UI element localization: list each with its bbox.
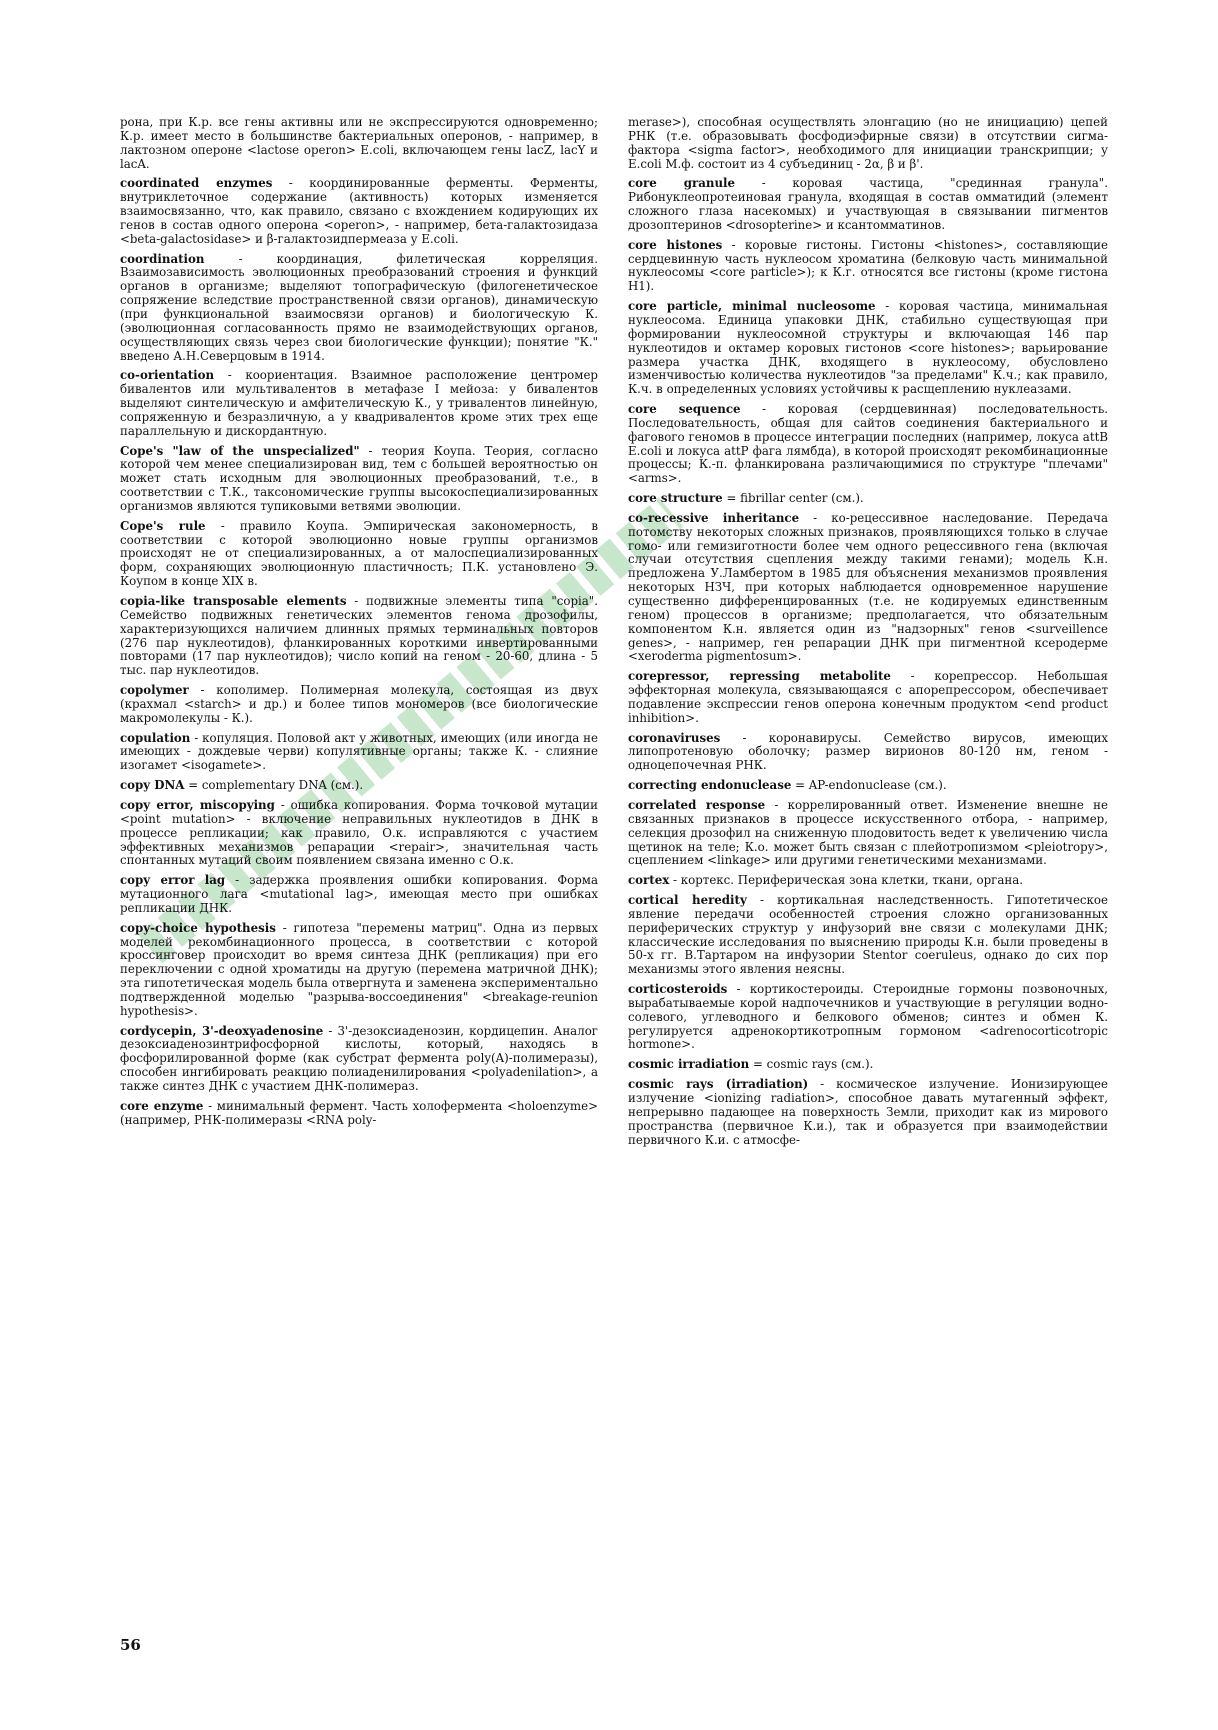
entry-separator: - bbox=[727, 982, 750, 997]
entry-term: Cope's "law of the unspecialized" bbox=[120, 443, 360, 458]
entry-definition: коориентация. Взаимное расположение центромер бивалентов или мультивалентов в метафазе I мейоза: у бивалентов выделяют синтелическую и амфителическую К., у тривалентов линейную, сопряженную и безразличную, а у квадривалентов кроме этих трех еще параллельную и дискордантную. bbox=[120, 368, 598, 438]
entry-term: copy DNA bbox=[120, 778, 185, 793]
entry-term: correcting endonuclease bbox=[628, 778, 792, 793]
dictionary-entry bbox=[628, 894, 1108, 977]
dictionary-entry bbox=[628, 874, 1108, 888]
entry-separator: - bbox=[205, 518, 240, 533]
dictionary-entry bbox=[120, 799, 598, 868]
entry-term: core structure bbox=[628, 491, 723, 506]
entry-definition: кополимер. Полимерная молекула, состоящая из двух (крахмал <starch> и др.) и более типов мономеров (все биологические макромолекулы - К.). bbox=[120, 683, 598, 725]
entry-definition: гипотеза "перемены матриц". Одна из первых моделей рекомбинационного процесса, в соответствии с которой кроссинговер происходит во время синтеза ДНК (репликация) при его переключении с одной хроматиды на другую (перемена матричной ДНК); эта гипотетическая модель была отвергнута и заменена экспериментально подтвержденной моделью "разрыва-воссоединения" <breakage-reunion hypothesis>. bbox=[120, 920, 598, 1018]
continued-text: merase>), способная осуществлять элонгацию (но не инициацию) цепей РНК (т.е. образовывать фосфодиэфирные связи) в отсутствии сигма-фактора <sigma factor>, необходимого для инициации транскрипции; у E.coli М.ф. состоит из 4 субъединиц - 2α, β и β'. bbox=[628, 115, 1108, 171]
entry-separator: - bbox=[272, 176, 310, 191]
page-number: 56 bbox=[120, 1636, 141, 1654]
entry-term: copia-like transposable elements bbox=[120, 594, 347, 608]
entry-definition: = cosmic rays (см.). bbox=[753, 1057, 874, 1072]
entry-term: co-recessive inheritance bbox=[628, 510, 800, 525]
dictionary-entry bbox=[120, 595, 598, 678]
entry-definition: кортекс. Периферическая зона клетки, ткани, органа. bbox=[680, 873, 1024, 888]
entry-definition: задержка проявления ошибки копирования. Форма мутационного лага <mutational lag>, имеющая место при ошибках репликации ДНК. bbox=[120, 873, 598, 915]
entry-separator: - bbox=[799, 510, 832, 525]
entry-term: cortex bbox=[628, 873, 670, 888]
entry-separator: - bbox=[746, 893, 778, 908]
entry-definition: минимальный фермент. Часть холофермента <holoenzyme> (например, РНК-полимеразы <RNA poly- bbox=[120, 1098, 598, 1127]
entry-definition: коровая частица, минимальная нуклеосома. Единица упаковки ДНК, стабильно существующая при формировании нуклеосомной структуры и включающая 146 пар нуклеотидов и октамер коровых гистонов <core histones>; варьирование размера участка ДНК, входящего в нуклеосому, обусловлено изменчивостью количества нуклеотидов "за пределами" К.ч.; как правило, К.ч. в определенных условиях устойчивы к расщеплению нуклеазами. bbox=[628, 299, 1108, 397]
entry-term: core enzyme bbox=[120, 1098, 204, 1113]
entry-definition: кортикальная наследственность. Гипотетическое явление передачи особенностей строения сложно организованных периферических структур у инфузорий вне связи с молекулами ДНК; классические исследования по выяснению природы К.н. были проведены в 50-х гг. В.Тартаром на инфузории Stentor coeruleus, однако до сих пор механизмы этого явления неясны. bbox=[628, 893, 1108, 977]
dictionary-entry bbox=[120, 684, 598, 726]
entry-definition: координированные ферменты. Ферменты, внутриклеточное содержание (активность) которых изменяется взаимосвязанно, что, как правило, связано с вхождением кодирующих их генов в состав одного оперона <operon>, - например, бета-галактозидаза <beta-galactosidase> и β-галактозидпермеаза у E.coli. bbox=[120, 176, 598, 246]
entry-separator: - bbox=[274, 797, 291, 812]
entry-separator: - bbox=[346, 594, 366, 608]
entry-list bbox=[628, 177, 1108, 1147]
dictionary-entry bbox=[120, 922, 598, 1019]
entry-definition: коровая (сердцевинная) последовательность. Последовательность, общая для сайтов соединения бактериального и фагового геномов в процессе интеграции последних (например, локуса attB E.coli и локуса attP фага лямбда), в которой происходят рекомбинационные процессы; К.-п. фланкирована различающимися по структуре "плечами" <arms>. bbox=[628, 402, 1108, 486]
dictionary-entry bbox=[120, 1025, 598, 1094]
entry-term: copy error, miscopying bbox=[120, 797, 275, 812]
entry-separator: - bbox=[203, 1098, 217, 1113]
entry-term: core granule bbox=[628, 176, 736, 191]
entry-definition: ко-рецессивное наследование. Передача потомству некоторых сложных признаков, проявляющихся только в случае гомо- или гемизиготности более чем одного рецессивного гена (включая случаи отсутствия сцепления между такими генами); модель К.н. предложена У.Ламбертом в 1985 для объяснения механизмов проявления некоторых НЗЧ, при которых наблюдается одновременное нарушение существенно дифференцированных (т.е. не кодируемых единственным геном) процессов в организме; предполагается, что обязательным компонентом К.н. является один из "надзорных" генов <surveillence genes>, - например, ген репарации ДНК при пигментной ксеродерме <xeroderma pigmentosum>. bbox=[628, 510, 1108, 664]
entry-term: cortical heredity bbox=[628, 893, 747, 908]
dictionary-entry bbox=[628, 983, 1108, 1052]
entry-separator: - bbox=[875, 299, 899, 314]
entry-definition: = fibrillar center (см.). bbox=[726, 491, 864, 506]
entry-definition: правило Коупа. Эмпирическая закономерность, в соответствии с которой эволюционно новые группы организмов происходят не от специализированных, а от малоспециализированных форм, сохраняющих эволюционную пластичность; П.К. установлено Э. Коупом в конце XIX в. bbox=[120, 518, 598, 589]
entry-separator: - bbox=[323, 1023, 338, 1038]
entry-separator: - bbox=[204, 251, 277, 266]
entry-term: cosmic rays (irradiation) bbox=[628, 1077, 809, 1092]
entry-definition: ошибка копирования. Форма точковой мутации <point mutation> - включение неправильных нуклеотидов в ДНК в процессе репликации; как правило, О.к. исправляются с участием эффективных механизмов репарации <repair>, значительная часть спонтанных мутаций своим появлением связана именно с О.к. bbox=[120, 797, 598, 868]
left-column bbox=[120, 116, 598, 1134]
dictionary-entry bbox=[120, 874, 598, 916]
dictionary-entry bbox=[628, 732, 1108, 774]
entry-separator: - bbox=[890, 669, 935, 684]
entry-separator: - bbox=[214, 368, 246, 383]
dictionary-entry bbox=[628, 779, 1108, 793]
entry-term: cordycepin, 3'-deoxyadenosine bbox=[120, 1023, 324, 1038]
entry-definition: космическое излучение. Ионизирующее излучение <ionizing radiation>, способное давать мутагенный эффект, непрерывно падающее на поверхность Земли, приходит как из мирового пространства (первичное К.и.), так и образуется при взаимодействии первичного К.и. с атмосфе- bbox=[628, 1077, 1108, 1147]
entry-separator: - bbox=[735, 176, 793, 191]
entry-definition: = AP-endonuclease (см.). bbox=[795, 778, 947, 793]
dictionary-entry bbox=[120, 253, 598, 364]
dictionary-entry bbox=[628, 1058, 1108, 1072]
entry-definition: коронавирусы. Семейство вирусов, имеющих липопротеновую оболочку; размер вирионов 80-120 нм, геном - одноцепочечная РНК. bbox=[628, 730, 1108, 773]
entry-separator: - bbox=[359, 443, 382, 458]
entry-separator: - bbox=[669, 873, 681, 888]
entry-separator: - bbox=[765, 797, 788, 812]
continued-text: рона, при К.р. все гены активны или не экспрессируются одновременно; К.р. имеет место в большинстве бактериальных оперонов, - например, в лактозном опероне <lactose operon> E.coli, включающем гены lacZ, lacY и lacA. bbox=[120, 115, 598, 171]
entry-term: coordinated enzymes bbox=[120, 176, 273, 191]
entry-definition: координация, филетическая корреляция. Взаимозависимость эволюционных преобразований строения и функций органов в организме; выделяют топографическую (филогенетическое сопряжение вследствие пространственной связи органов), динамическую (при функциональной взаимосвязи органов) и биологическую К. (эволюционная согласованность прямо не взаимодействующих органов, осуществляющих связь через свои биологические функции); понятие "К." введено А.Н.Северцовым в 1914. bbox=[120, 251, 598, 363]
entry-term: copy-choice hypothesis bbox=[120, 920, 276, 935]
entry-separator: - bbox=[722, 237, 745, 252]
dictionary-entry bbox=[628, 492, 1108, 506]
dictionary-entry bbox=[628, 239, 1108, 294]
right-column bbox=[628, 116, 1108, 1153]
entry-term: co-orientation bbox=[120, 368, 215, 383]
entry-definition: подвижные элементы типа "copia". Семейство подвижных генетических элементов генома дрозофилы, характеризующихся наличием длинных прямых терминальных повторов (276 пар нуклеотидов), фланкированных короткими инвертированными повторами (17 пар нуклеотидов); число копий на геном - 20-60, длина - 5 тыс. пар нуклеотидов. bbox=[120, 594, 598, 678]
entry-definition: корепрессор. Небольшая эффекторная молекула, связывающаяся с апорепрессором, обеспечивает подавление экспрессии генов оперона конечным продуктом <end product inhibition>. bbox=[628, 669, 1108, 725]
dictionary-entry bbox=[628, 799, 1108, 868]
entry-term: copy error lag bbox=[120, 873, 226, 888]
dictionary-entry bbox=[120, 1100, 598, 1128]
entry-separator: - bbox=[740, 402, 788, 417]
dictionary-entry bbox=[120, 779, 598, 793]
entry-definition: коровые гистоны. Гистоны <histones>, составляющие сердцевинную часть нуклеосом хроматина (белковую часть минимальной нуклеосомы <core particle>); к К.г. относятся все гистоны (кроме гистона Н1). bbox=[628, 237, 1108, 294]
dictionary-entry bbox=[628, 177, 1108, 232]
dictionary-entry bbox=[120, 520, 598, 589]
entry-term: corepressor, repressing metabolite bbox=[628, 669, 891, 684]
entry-term: coronaviruses bbox=[628, 730, 721, 745]
entry-term: Cope's rule bbox=[120, 518, 206, 533]
entry-definition: коровая частица, "срединная гранула". Рибонуклеопротеиновая гранула, входящая в состав омматидий (элемент сложного глаза насекомых) и участвующая в связывании пигментов дрозоптеринов <drosopterine> и ксантомматинов. bbox=[628, 176, 1108, 232]
entry-term: core particle, minimal nucleosome bbox=[628, 299, 876, 314]
dictionary-entry bbox=[628, 670, 1108, 725]
entry-definition: коррелированный ответ. Изменение внешне не связанных признаков в процессе искусственного отбора, - например, селекция дрозофил на сниженную плодовитость ведет к увеличению числа щетинок на теле; К.о. может быть связан с плейотропизмом <pleiotropy>, сцеплением <linkage> или другими генетическими механизмами. bbox=[628, 797, 1108, 868]
dictionary-entry bbox=[120, 369, 598, 438]
entry-separator: - bbox=[188, 683, 217, 698]
entry-term: copulation bbox=[120, 730, 191, 745]
entry-definition: копуляция. Половой акт у животных, имеющих (или иногда не имеющих - дождевые черви) копулятивные органы; также К. - слияние изогамет <isogamete>. bbox=[120, 730, 598, 773]
dictionary-entry bbox=[120, 177, 598, 246]
entry-definition: кортикостероиды. Стероидные гормоны позвоночных, вырабатываемые корой надпочечников и участвующие в регуляции водно-солевого, углеводного и белкового обменов; синтез и обмен К. регулируется адренокортикотропным гормоном <adrenocorticotropic hormone>. bbox=[628, 982, 1108, 1052]
entry-definition: теория Коупа. Теория, согласно которой чем менее специализирован вид, тем с большей вероятностью он может стать исходным для эволюционных преобразований, т.е., в соответствии с Т.К., таксономические группы высокоспециализированных организмов являются тупиковыми ветвями эволюции. bbox=[120, 443, 598, 513]
entry-separator: - bbox=[190, 730, 203, 745]
entry-term: core sequence bbox=[628, 402, 741, 417]
dictionary-entry bbox=[628, 1078, 1108, 1147]
entry-separator: - bbox=[225, 873, 250, 888]
dictionary-entry bbox=[628, 300, 1108, 397]
entry-definition: = complementary DNA (см.). bbox=[188, 778, 364, 793]
entry-term: corticosteroids bbox=[628, 982, 728, 997]
dictionary-entry bbox=[628, 403, 1108, 486]
entry-list bbox=[120, 177, 598, 1127]
entry-separator: - bbox=[808, 1077, 837, 1092]
dictionary-entry bbox=[628, 512, 1108, 664]
entry-term: correlated response bbox=[628, 797, 766, 812]
dictionary-entry bbox=[120, 445, 598, 514]
dictionary-entry bbox=[120, 732, 598, 774]
entry-term: cosmic irradiation bbox=[628, 1057, 750, 1072]
entry-term: core histones bbox=[628, 237, 723, 252]
entry-term: coordination bbox=[120, 251, 205, 266]
entry-definition: 3'-дезоксиаденозин, кордицепин. Аналог дезоксиаденозинтрифосфорной кислоты, который, находясь в фосфорилированной форме (как субстрат фермента poly(A)-полимеразы), способен ингибировать реакцию полиаденилирования <polyadenilation>, а также синтез ДНК с участием ДНК-полимераз. bbox=[120, 1023, 598, 1093]
entry-separator: - bbox=[720, 730, 769, 745]
entry-separator: - bbox=[275, 920, 294, 935]
entry-term: copolymer bbox=[120, 683, 189, 698]
